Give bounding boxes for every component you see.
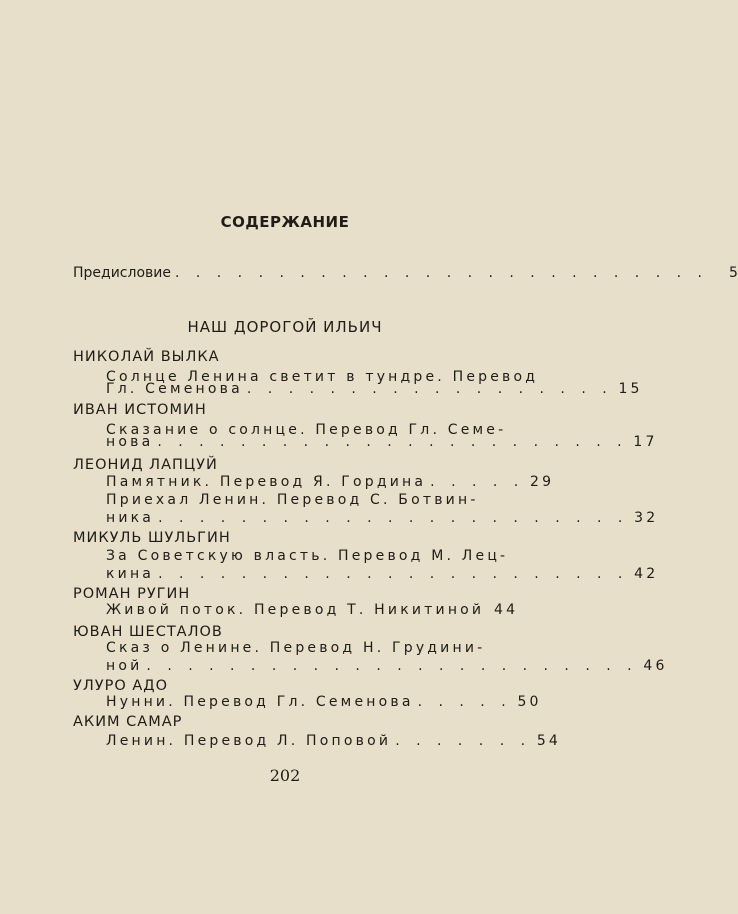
page-ref: 15 <box>618 381 643 397</box>
toc-entry <box>106 692 542 712</box>
page-ref: 54 <box>536 733 562 749</box>
toc-entry <box>106 656 668 676</box>
entry-title: Приехал Ленин. Перевод С. Ботвин- <box>106 492 479 508</box>
page-ref: 5 <box>729 265 738 281</box>
dot-leader: . . . . . <box>417 694 512 710</box>
entry-title: Ленин. Перевод Л. Поповой <box>106 733 392 749</box>
page-ref: 42 <box>634 566 659 582</box>
page-number: 202 <box>269 766 301 785</box>
toc-entry <box>106 379 643 399</box>
toc-entry <box>106 564 659 584</box>
dot-leader: . . . . . . . . . . . . . . . . . . . . . . . <box>158 510 629 526</box>
page-ref: 44 <box>494 602 519 618</box>
author-name: ЛЕОНИД ЛАПЦУЙ <box>73 457 218 473</box>
toc-entry <box>106 638 509 658</box>
dot-leader: . . . . . . . . . . . . . . . . . . . . . . . . <box>146 658 638 674</box>
toc-entry <box>106 546 509 566</box>
entry-title: Сказ о Ленине. Перевод Н. Грудини- <box>106 640 486 656</box>
entry-title: Гл. Семенова <box>106 381 243 397</box>
toc-title: СОДЕРЖАНИЕ <box>220 213 350 231</box>
page-ref: 50 <box>517 694 542 710</box>
toc-entry <box>106 490 509 510</box>
author-name: ЮВАН ШЕСТАЛОВ <box>73 624 223 640</box>
author-name: НИКОЛАЙ ВЫЛКА <box>73 349 220 365</box>
author-name: АКИМ САМАР <box>73 714 183 730</box>
toc-entry <box>106 472 555 492</box>
entry-title: кина <box>106 566 155 582</box>
author-name: РОМАН РУГИН <box>73 586 191 602</box>
section-title: НАШ ДОРОГОЙ ИЛЬИЧ <box>187 318 383 336</box>
dot-leader: . . . . . . . <box>395 733 532 749</box>
page-ref: 46 <box>643 658 668 674</box>
entry-title: Нунни. Перевод Гл. Семенова <box>106 694 414 710</box>
entry-title: Солнце Ленина светит в тундре. Перевод <box>106 369 539 385</box>
dot-leader: . . . . . . . . . . . . . . . . . . . . . . . . . . <box>174 265 708 281</box>
author-name: ИВАН ИСТОМИН <box>73 402 207 418</box>
page-ref: 17 <box>633 434 658 450</box>
author-name: УЛУРО АДО <box>73 678 169 694</box>
entry-title: За Советскую власть. Перевод М. Лец- <box>106 548 509 564</box>
toc-entry <box>106 731 562 751</box>
entry-title: нова <box>106 434 154 450</box>
dot-leader: . . . . . . . . . . . . . . . . . . <box>246 381 613 397</box>
toc-entry <box>106 432 658 452</box>
author-name: МИКУЛЬ ШУЛЬГИН <box>73 530 231 546</box>
entry-title: Предисловие <box>73 265 171 281</box>
entry-title: ника <box>106 510 155 526</box>
entry-title: Живой поток. Перевод Т. Никитиной <box>106 602 485 618</box>
toc-entry <box>106 600 519 620</box>
entry-title: Сказание о солнце. Перевод Гл. Семе- <box>106 422 507 438</box>
page-ref: 29 <box>530 474 555 490</box>
entry-title: Памятник. Перевод Я. Гордина <box>106 474 427 490</box>
page-ref: 32 <box>634 510 659 526</box>
entry-title: ной <box>106 658 143 674</box>
dot-leader: . . . . . <box>430 474 525 490</box>
dot-leader: . . . . . . . . . . . . . . . . . . . . . . . <box>158 566 629 582</box>
toc-entry <box>106 508 659 528</box>
toc-entry-preface <box>73 263 738 283</box>
dot-leader: . . . . . . . . . . . . . . . . . . . . . . . <box>157 434 628 450</box>
